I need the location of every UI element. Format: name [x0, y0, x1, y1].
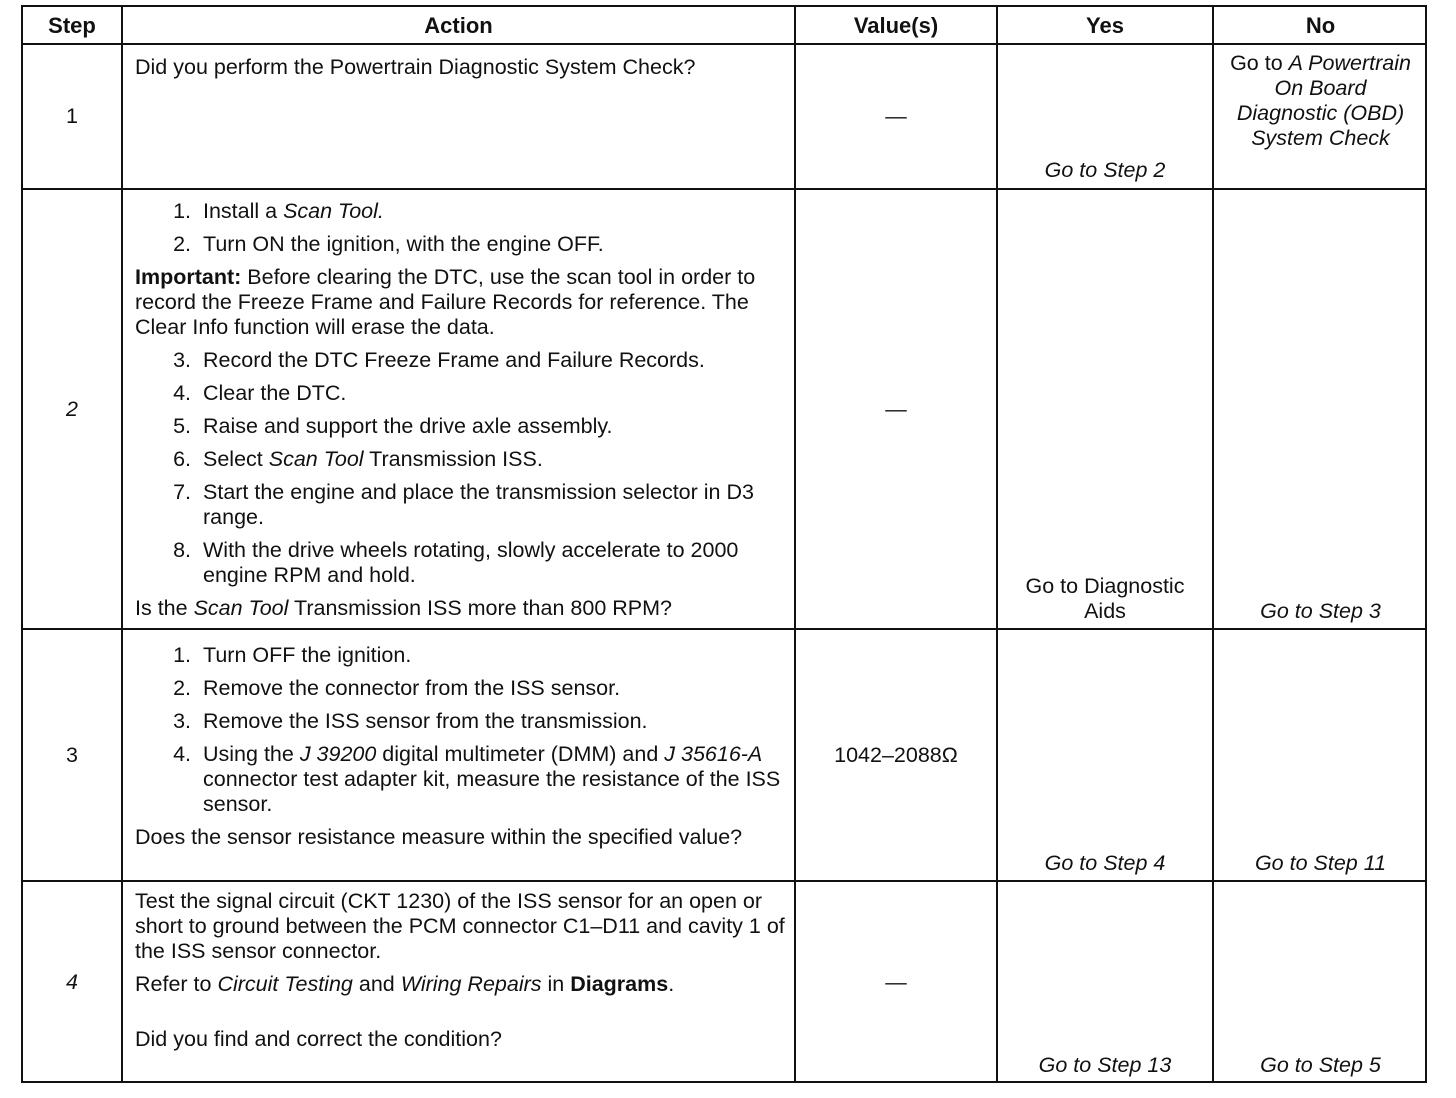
procedure-list [135, 199, 788, 257]
list-item: 5. Raise and support the drive axle assembly. [173, 414, 613, 438]
action-question: Does the sensor resistance measure within the specified value? [135, 825, 743, 849]
value-cell: — [885, 104, 907, 128]
step-number: 3 [66, 742, 78, 767]
value-cell: 1042–2088Ω [834, 742, 958, 767]
no-cell [1214, 882, 1427, 1078]
action-cell [123, 199, 794, 627]
circuit-testing-link[interactable]: Circuit Testing [217, 972, 353, 996]
diagnostic-table [21, 5, 1427, 1083]
list-item: 6. Select Scan Tool Transmission ISS. [173, 447, 543, 471]
header-no: No [1305, 12, 1336, 38]
reference-note: Refer to Circuit Testing and Wiring Repairs in Diagrams. [135, 972, 675, 996]
list-item: 4. Using the J 39200 digital multimeter (DMM) and J 35616-A connector test adapter kit, measure the resistance of the ISS sensor. [173, 742, 781, 816]
yes-cell [998, 630, 1212, 876]
important-note: Important: Before clearing the DTC, use the scan tool in order to record the Freeze Frame and Failure Records for reference. The Clear Info function will erase the data. [135, 265, 756, 339]
list-item: 4. Clear the DTC. [173, 381, 347, 405]
action-cell [123, 55, 794, 185]
list-item: 1. Install a Scan Tool. [173, 199, 384, 223]
list-item: 8. With the drive wheels rotating, slowly accelerate to 2000 engine RPM and hold. [173, 538, 739, 587]
action-text: Test the signal circuit (CKT 1230) of the ISS sensor for an open or short to ground between the PCM connector C1–D11 and cavity 1 of the ISS sensor connector. [135, 889, 785, 963]
wiring-repairs-link[interactable]: Wiring Repairs [400, 972, 542, 996]
list-item: 2. Turn ON the ignition, with the engine OFF. [173, 232, 604, 256]
no-cell [1214, 190, 1427, 624]
procedure-list [135, 643, 788, 817]
step-number: 1 [66, 104, 78, 128]
step-number: 2 [66, 396, 78, 421]
action-cell [123, 643, 794, 879]
no-link[interactable]: Go to Step 5 [1260, 1053, 1381, 1077]
yes-link[interactable]: Go to Step 2 [1044, 158, 1166, 182]
list-item: 3. Remove the ISS sensor from the transmission. [173, 709, 648, 733]
value-cell: — [885, 969, 907, 994]
list-item: 2. Remove the connector from the ISS sensor. [173, 676, 621, 700]
header-values: Value(s) [853, 12, 939, 38]
yes-link[interactable]: Go to Step 13 [1038, 1053, 1172, 1077]
header-action: Action [424, 12, 493, 38]
no-prefix: Go to [1230, 51, 1289, 75]
no-cell [1214, 51, 1427, 186]
yes-link[interactable]: Go to Step 4 [1044, 851, 1166, 875]
action-question: Did you find and correct the condition? [135, 1027, 502, 1051]
header-yes: Yes [1086, 12, 1124, 38]
diagrams-link[interactable]: Diagrams [570, 972, 669, 996]
value-cell: — [885, 396, 907, 421]
list-item: 3. Record the DTC Freeze Frame and Failure Records. [173, 348, 705, 372]
yes-link[interactable]: Go to Diagnostic Aids [1025, 574, 1185, 623]
step-number: 4 [66, 969, 78, 994]
list-item: 7. Start the engine and place the transmission selector in D3 range. [173, 480, 754, 529]
action-question: Is the Scan Tool Transmission ISS more than 800 RPM? [135, 596, 672, 620]
yes-cell [998, 45, 1212, 183]
action-cell [123, 889, 794, 1081]
row-divider [23, 43, 1425, 45]
header-step: Step [48, 12, 96, 38]
no-link[interactable]: Go to Step 3 [1260, 599, 1381, 623]
procedure-list [135, 348, 788, 588]
no-cell [1214, 630, 1427, 876]
action-question: Did you perform the Powertrain Diagnostic System Check? [135, 55, 696, 79]
no-link[interactable]: Go to Step 11 [1254, 851, 1387, 875]
no-link[interactable]: A Powertrain On Board Diagnostic (OBD) System Check [1236, 51, 1411, 150]
yes-cell [998, 190, 1212, 624]
list-item: 1. Turn OFF the ignition. [173, 643, 412, 667]
yes-cell [998, 882, 1212, 1078]
